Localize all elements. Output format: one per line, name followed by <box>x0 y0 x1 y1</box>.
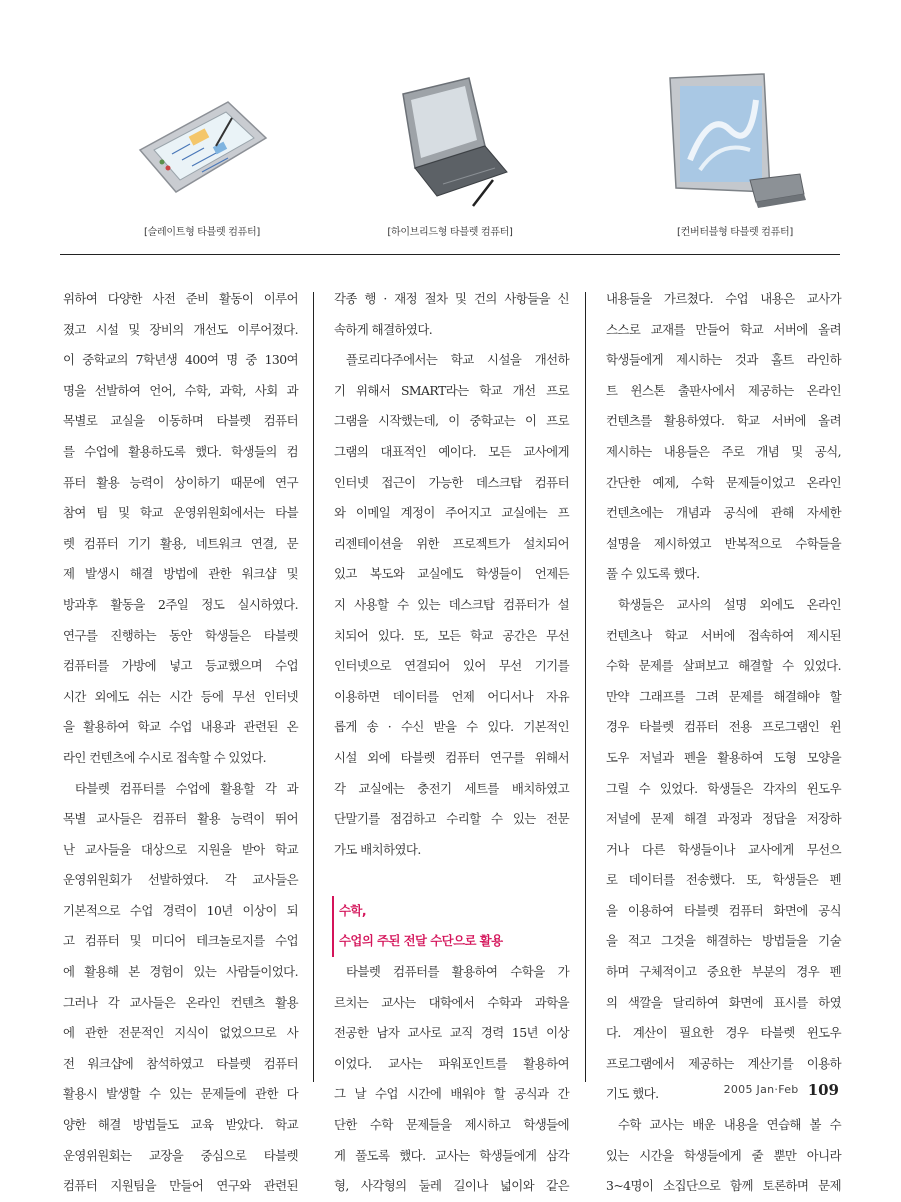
slate-tablet-illustration <box>132 88 272 198</box>
text-line: 목별로 교실을 이동하며 타블렛 컴퓨터 <box>63 413 298 429</box>
text-line: 컨텐츠나 학교 서버에 접속하여 제시된 <box>606 627 841 643</box>
spacer <box>334 865 569 896</box>
text-line: 제시하는 내용들은 주로 개념 및 공식, <box>606 443 841 459</box>
text-line: 각 교실에는 충전기 세트를 배치하였고 <box>334 780 569 796</box>
text-line: 고 컴퓨터 및 미디어 테크놀로지를 수업 <box>63 933 298 949</box>
text-line: 있고 복도와 교실에도 학생들이 언제든 <box>334 566 569 582</box>
text-line: 프로그램에서 제공하는 계산기를 이용하 <box>606 1055 841 1071</box>
text-line: 간단한 예제, 수학 문제들이었고 온라인 <box>606 474 841 490</box>
text-line: 에 활용해 본 경험이 있는 사람들이었다. <box>63 964 298 980</box>
text-line: 기 위해서 SMART라는 학교 개선 프로 <box>334 382 569 398</box>
text-line: 의 색깔을 달리하여 화면에 표시를 하였 <box>606 994 841 1010</box>
text-line: 롭게 송 · 수신 받을 수 있다. 기본적인 <box>334 719 569 735</box>
text-line: 을 적고 그것을 해결하는 방법들을 기술 <box>606 933 841 949</box>
column-1 <box>63 284 298 1194</box>
text-line: 운영위원회가 선발하였다. 각 교사들은 <box>63 872 298 888</box>
figure-convertible-tablet <box>650 0 820 246</box>
text-line: 컨텐츠를 활용하였다. 학교 서버에 올려 <box>606 413 841 429</box>
text-line: 졌고 시설 및 장비의 개선도 이루어졌다. <box>63 321 298 337</box>
text-line: 참여 팀 및 학교 운영위원회에서는 타블 <box>63 505 298 521</box>
text-line: 설명을 제시하였고 반복적으로 수학들을 <box>606 535 841 551</box>
text-line: 타블렛 컴퓨터를 수업에 활용할 각 과 <box>75 780 298 796</box>
text-line: 풀 수 있도록 했다. <box>606 566 700 582</box>
page-number: 109 <box>807 1081 839 1099</box>
text-line: 수학 교사는 배운 내용을 연습해 볼 수 <box>618 1117 841 1133</box>
text-line: 인터넷 접근이 가능한 데스크탑 컴퓨터 <box>334 474 569 490</box>
text-line: 기도 했다. <box>606 1086 659 1102</box>
text-line: 내용들을 가르쳤다. 수업 내용은 교사가 <box>606 291 841 306</box>
text-line: 리젠테이션을 위한 프로젝트가 설치되어 <box>334 535 569 551</box>
top-rule <box>60 254 840 255</box>
text-line: 인터넷으로 연결되어 있어 무선 기기를 <box>334 658 569 674</box>
text-line: 명을 선발하여 언어, 수학, 과학, 사회 과 <box>63 382 298 398</box>
text-line: 그러나 각 교사들은 온라인 컨텐츠 활용 <box>63 994 298 1010</box>
figure-hybrid-tablet <box>370 0 530 246</box>
text-line: 을 활용하여 학교 수업 내용과 관련된 온 <box>63 719 298 735</box>
text-line: 컴퓨터 지원팀을 만들어 연구와 관련된 <box>63 1178 298 1194</box>
column-divider <box>313 292 314 1082</box>
section-subhead: 수업의 주된 전달 수단으로 활용 <box>332 926 569 957</box>
text-line: 방과후 활동을 2주일 정도 실시하였다. <box>63 596 298 612</box>
text-line: 가도 배치하였다. <box>334 841 421 857</box>
text-line: 만약 그래프를 그려 문제를 해결해야 할 <box>606 688 841 704</box>
figure-caption: [슬레이트형 타블렛 컴퓨터] <box>144 227 260 238</box>
text-line: 지 사용할 수 있는 데스크탑 컴퓨터가 설 <box>334 596 569 612</box>
text-line: 타블렛 컴퓨터를 활용하여 수학을 가 <box>346 964 569 980</box>
text-line: 연구를 진행하는 동안 학생들은 타블렛 <box>63 627 298 643</box>
text-line: 다. 계산이 필요한 경우 타블렛 윈도우 <box>606 1025 841 1041</box>
text-line: 퓨터 활용 능력이 상이하기 때문에 연구 <box>63 474 298 490</box>
text-line: 을 이용하여 타블렛 컴퓨터 화면에 공식 <box>606 902 841 918</box>
text-line: 거나 다른 학생들이나 교사에게 무선으 <box>606 841 841 857</box>
text-line: 학생들에게 제시하는 것과 홀트 라인하 <box>606 352 841 368</box>
text-line: 단한 수학 문제들을 제시하고 학생들에 <box>334 1117 569 1133</box>
column-divider <box>585 292 586 1082</box>
column-3 <box>606 284 841 1194</box>
text-line: 이었다. 교사는 파워포인트를 활용하여 <box>334 1055 569 1071</box>
text-line: 이용하면 데이터를 언제 어디서나 자유 <box>334 688 569 704</box>
text-line: 치되어 있다. 또, 모든 학교 공간은 무선 <box>334 627 569 643</box>
text-line: 기본적으로 수업 경력이 10년 이상이 되 <box>63 902 298 918</box>
text-line: 활용시 발생할 수 있는 문제들에 관한 다 <box>63 1086 298 1102</box>
text-line: 양한 해결 방법들도 교육 받았다. 학교 <box>63 1117 298 1133</box>
text-line: 저널에 문제 해결 과정과 정답을 저장하 <box>606 811 841 827</box>
text-line: 속하게 해결하였다. <box>334 321 433 337</box>
text-line: 난 교사들을 대상으로 지원을 받아 학교 <box>63 841 298 857</box>
hybrid-tablet-illustration <box>385 72 515 212</box>
figure-caption: [컨버터블형 타블렛 컴퓨터] <box>677 227 793 238</box>
text-line: 경우 타블렛 컴퓨터 전용 프로그램인 윈 <box>606 719 841 735</box>
text-line: 하며 구체적이고 중요한 부분의 경우 펜 <box>606 964 841 980</box>
text-line: 그릴 수 있었다. 학생들은 각자의 윈도우 <box>606 780 841 796</box>
text-line: 르치는 교사는 대학에서 수학과 과학을 <box>334 994 569 1010</box>
text-line: 플로리다주에서는 학교 시설을 개선하 <box>346 352 569 368</box>
text-line: 그램의 대표적인 예이다. 모든 교사에게 <box>334 443 569 459</box>
issue-date: 2005 Jan·Feb <box>723 1083 799 1096</box>
text-line: 를 수업에 활용하도록 했다. 학생들의 컴 <box>63 443 298 459</box>
column-2 <box>334 284 569 1194</box>
text-line: 그 날 수업 시간에 배워야 할 공식과 간 <box>334 1086 569 1102</box>
text-line: 있는 시간을 학생들에게 줄 뿐만 아니라 <box>606 1147 841 1163</box>
text-line: 학생들은 교사의 설명 외에도 온라인 <box>618 596 841 612</box>
text-line: 라인 컨텐츠에 수시로 접속할 수 있었다. <box>63 749 267 765</box>
page-footer <box>724 1080 839 1099</box>
text-line: 로 데이터를 전송했다. 또, 학생들은 펜 <box>606 872 841 888</box>
text-line: 와 이메일 계정이 주어지고 교실에는 프 <box>334 505 569 521</box>
figure-slate-tablet <box>112 0 292 246</box>
text-line: 시설 외에 타블렛 컴퓨터 연구를 위해서 <box>334 749 569 765</box>
text-line: 운영위원회는 교장을 중심으로 타블렛 <box>63 1147 298 1163</box>
text-line: 각종 행 · 재정 절차 및 건의 사항들을 신 <box>334 291 569 306</box>
text-line: 도우 저널과 펜을 활용하여 도형 모양을 <box>606 749 841 765</box>
text-line: 이 중학교의 7학년생 400여 명 중 130여 <box>63 352 298 368</box>
text-line: 전 워크샵에 참석하였고 타블렛 컴퓨터 <box>63 1055 298 1071</box>
text-line: 수학 문제를 살펴보고 해결할 수 있었다. <box>606 658 841 674</box>
text-line: 스스로 교재를 만들어 학교 서버에 올려 <box>606 321 841 337</box>
text-line: 시간 외에도 쉬는 시간 등에 무선 인터넷 <box>63 688 298 704</box>
text-line: 게 풀도록 했다. 교사는 학생들에게 삼각 <box>334 1147 569 1163</box>
text-line: 컴퓨터를 가방에 넣고 등교했으며 수업 <box>63 658 298 674</box>
text-line: 트 윈스톤 출판사에서 제공하는 온라인 <box>606 382 841 398</box>
text-line: 컨텐츠에는 개념과 공식에 관해 자세한 <box>606 505 841 521</box>
text-line: 렛 컴퓨터 기기 활용, 네트워크 연결, 문 <box>63 535 298 551</box>
text-line: 3~4명이 소집단으로 함께 토론하며 문제 <box>606 1178 841 1194</box>
text-line: 단말기를 점검하고 수리할 수 있는 전문 <box>334 811 569 827</box>
text-line: 전공한 남자 교사로 교직 경력 15년 이상 <box>334 1025 569 1041</box>
text-line: 형, 사각형의 둘레 길이나 넓이와 같은 <box>334 1178 569 1194</box>
text-line: 그램을 시작했는데, 이 중학교는 이 프로 <box>334 413 569 429</box>
convertible-tablet-illustration <box>660 70 810 215</box>
figure-caption: [하이브리드형 타블렛 컴퓨터] <box>387 227 513 238</box>
text-line: 목별 교사들은 컴퓨터 활용 능력이 뛰어 <box>63 811 298 827</box>
section-subhead: 수학, <box>332 896 569 927</box>
text-line: 위하여 다양한 사전 준비 활동이 이루어 <box>63 291 298 306</box>
text-line: 제 발생시 해결 방법에 관한 워크샵 및 <box>63 566 298 582</box>
text-line: 에 관한 전문적인 지식이 없었으므로 사 <box>63 1025 298 1041</box>
